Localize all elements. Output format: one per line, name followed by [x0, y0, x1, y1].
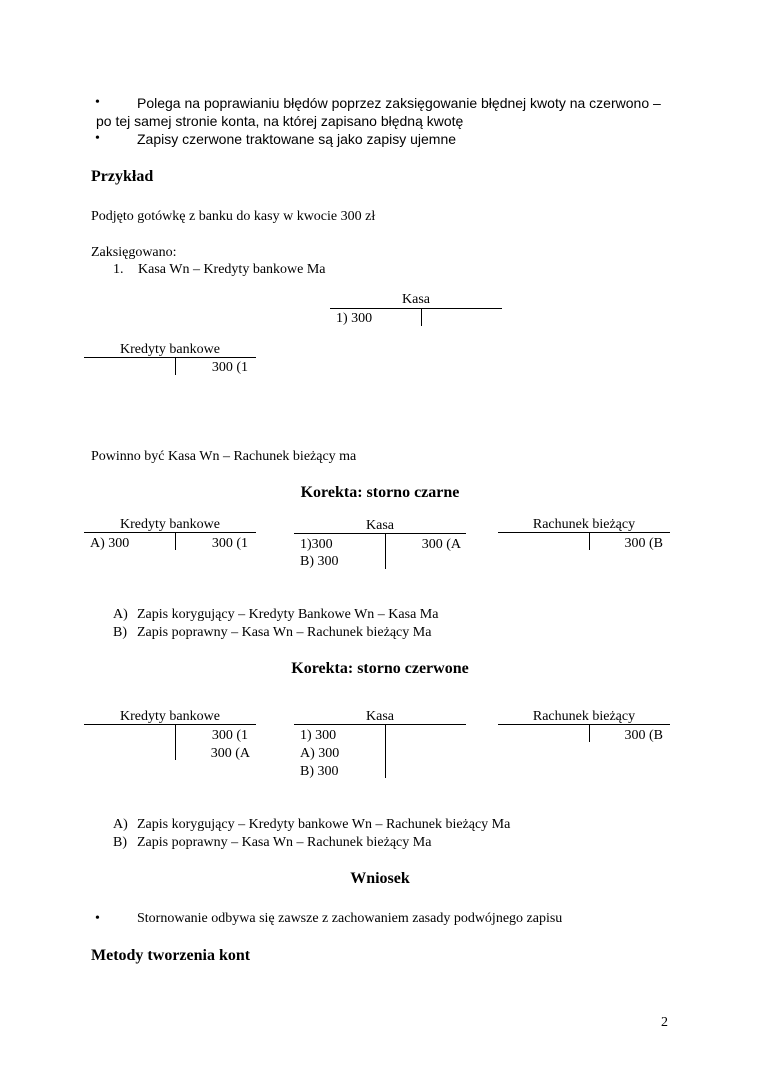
- t-account-debit-entry: B) 300: [300, 764, 339, 779]
- t-account-divider: [175, 533, 176, 550]
- t-account-title: Kredyty bankowe: [120, 517, 220, 532]
- t-account-debit-entry: A) 300: [300, 746, 340, 761]
- list-text: Kasa Wn – Kredyty bankowe Ma: [138, 262, 326, 277]
- t-account-top-line: [84, 724, 256, 725]
- page-number: 2: [661, 1015, 668, 1030]
- bullet-marker: •: [95, 95, 100, 110]
- t-account-top-line: [498, 724, 670, 725]
- intro-bullet-2: Zapisy czerwone traktowane są jako zapisy ujemne: [137, 131, 457, 147]
- t-account-divider: [589, 533, 590, 550]
- t-account-title: Kredyty bankowe: [120, 709, 220, 724]
- t-account-top-line: [84, 357, 256, 358]
- storno-black-item-b-label: B): [113, 625, 127, 640]
- next-section-heading: Metody tworzenia kont: [91, 947, 251, 964]
- t-account-top-line: [294, 533, 466, 534]
- t-account-debit-entry: 1) 300: [300, 728, 337, 743]
- t-account-divider: [385, 725, 386, 778]
- t-account-divider: [421, 309, 422, 326]
- t-account-credit-entry: 300 (1: [211, 728, 248, 743]
- bullet-marker: •: [95, 131, 100, 146]
- t-account-title: Kasa: [402, 292, 430, 307]
- t-account-title: Rachunek bieżący: [532, 517, 636, 532]
- t-account-top-line: [498, 532, 670, 533]
- storno-black-item-a: Zapis korygujący – Kredyty Bankowe Wn – Kasa Ma: [137, 607, 439, 622]
- storno-red-item-b: Zapis poprawny – Kasa Wn – Rachunek bieżący Ma: [137, 835, 432, 850]
- storno-red-item-a: Zapis korygujący – Kredyty bankowe Wn – Rachunek bieżący Ma: [137, 817, 511, 832]
- t-account-credit-entry: 300 (B: [624, 728, 663, 743]
- example-sentence: Podjęto gotówkę z banku do kasy w kwocie 300 zł: [91, 209, 376, 224]
- t-account-title: Rachunek bieżący: [532, 709, 636, 724]
- t-account-debit-entry: 1) 300: [336, 311, 373, 326]
- list-number: 1.: [113, 262, 124, 277]
- t-account-divider: [175, 358, 176, 375]
- bullet-marker: •: [95, 911, 100, 926]
- t-account-credit-entry: 300 (B: [624, 536, 663, 551]
- t-account-title: Kredyty bankowe: [120, 342, 220, 357]
- example-heading: Przykład: [91, 168, 154, 185]
- storno-red-heading: Korekta: storno czerwone: [291, 660, 469, 677]
- t-account-divider: [175, 725, 176, 760]
- booked-label: Zaksięgowano:: [91, 245, 177, 260]
- t-account-top-line: [84, 532, 256, 533]
- t-account-credit-entry: 300 (A: [421, 537, 461, 552]
- t-account-debit-entry: 1)300: [300, 537, 333, 552]
- storno-red-item-a-label: A): [113, 817, 128, 832]
- storno-black-item-b: Zapis poprawny – Kasa Wn – Rachunek bieżący Ma: [137, 625, 432, 640]
- t-account-top-line: [294, 724, 466, 725]
- t-account-credit-entry: 300 (A: [210, 746, 250, 761]
- t-account-divider: [589, 725, 590, 742]
- storno-black-heading: Korekta: storno czarne: [300, 484, 460, 501]
- t-account-title: Kasa: [366, 709, 394, 724]
- conclusion-bullet: Stornowanie odbywa się zawsze z zachowaniem zasady podwójnego zapisu: [137, 911, 563, 926]
- t-account-divider: [385, 534, 386, 569]
- t-account-title: Kasa: [366, 518, 394, 533]
- conclusion-heading: Wniosek: [350, 870, 410, 887]
- t-account-debit-entry: A) 300: [90, 536, 130, 551]
- intro-bullet-1-line-1: Polega na poprawianiu błędów poprzez zaksięgowanie błędnej kwoty na czerwono –: [137, 95, 661, 111]
- storno-black-item-a-label: A): [113, 607, 128, 622]
- intro-bullet-1-line-2: po tej samej stronie konta, na której zapisano błędną kwotę: [96, 113, 464, 129]
- t-account-debit-entry: B) 300: [300, 554, 339, 569]
- t-account-top-line: [330, 308, 502, 309]
- storno-red-item-b-label: B): [113, 835, 127, 850]
- t-account-credit-entry: 300 (1: [211, 536, 248, 551]
- t-account-credit-entry: 300 (1: [211, 360, 248, 375]
- should-be-sentence: Powinno być Kasa Wn – Rachunek bieżący ma: [91, 449, 357, 464]
